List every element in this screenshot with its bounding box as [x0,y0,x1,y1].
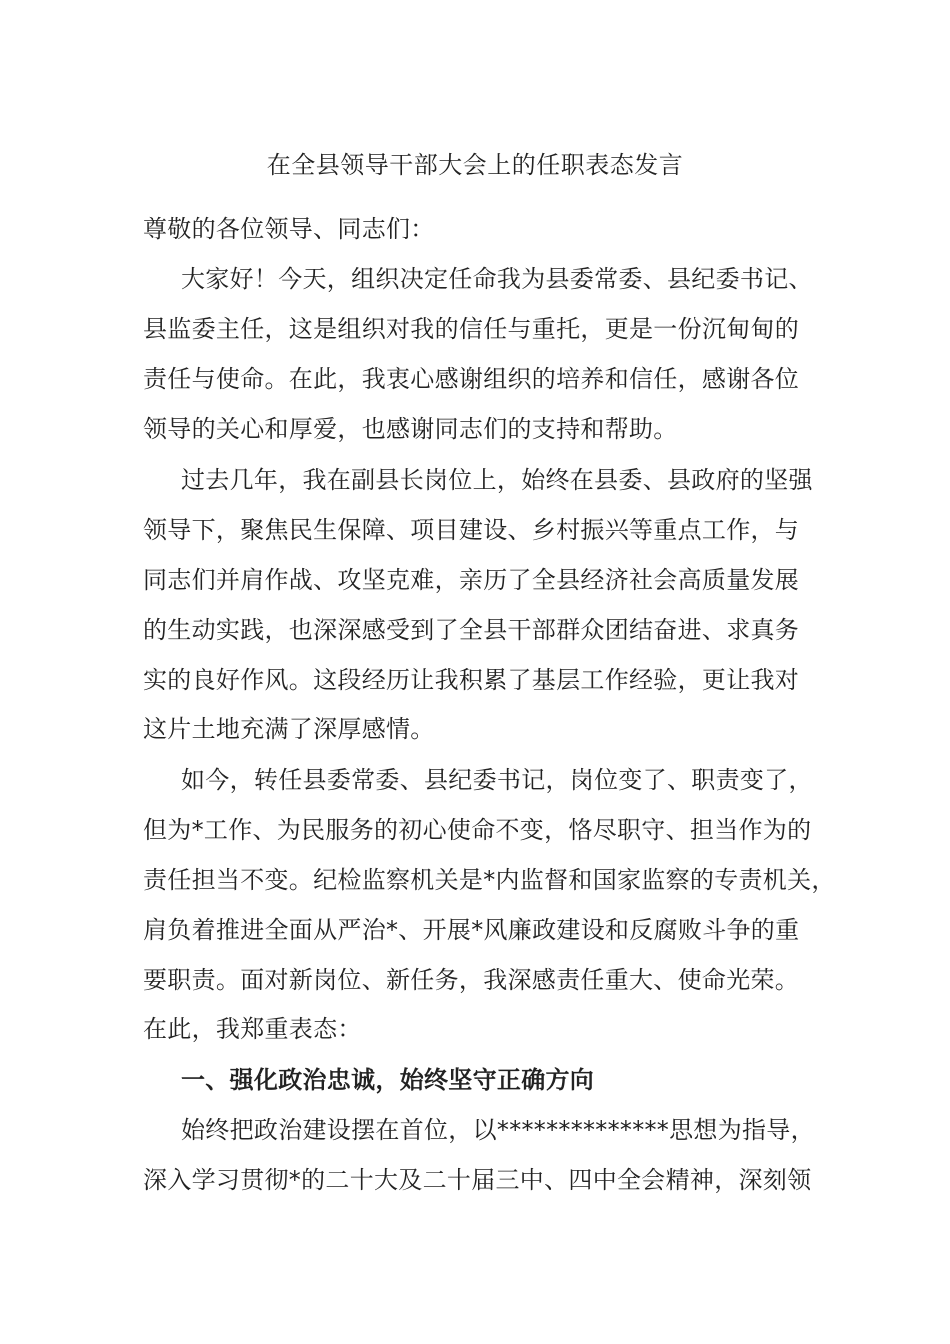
paragraph-line: 的生动实践，也深深感受到了全县干部群众团结奋进、求真务 [143,616,800,644]
paragraph-line: 如今，转任县委常委、县纪委书记，岗位变了、职责变了， [181,766,813,794]
paragraph-line: 在此，我郑重表态： [143,1015,362,1043]
paragraph-line: 要职责。面对新岗位、新任务，我深感责任重大、使命光荣。 [143,966,800,994]
salutation: 尊敬的各位领导、同志们： [143,215,435,243]
section-heading: 一、强化政治忠诚，始终坚守正确方向 [181,1066,595,1094]
paragraph-line: 实的良好作风。这段经历让我积累了基层工作经验，更让我对 [143,666,800,694]
paragraph-line: 深入学习贯彻*的二十大及二十届三中、四中全会精神，深刻领 [143,1166,812,1194]
paragraph-line: 同志们并肩作战、攻坚克难，亲历了全县经济社会高质量发展 [143,566,800,594]
paragraph-line: 这片土地充满了深厚感情。 [143,715,435,743]
paragraph-line: 过去几年，我在副县长岗位上，始终在县委、县政府的坚强 [181,466,813,494]
paragraph-line: 领导下，聚焦民生保障、项目建设、乡村振兴等重点工作，与 [143,516,800,544]
paragraph-line: 责任与使命。在此，我衷心感谢组织的培养和信任，感谢各位 [143,365,800,393]
paragraph-line: 肩负着推进全面从严治*、开展*风廉政建设和反腐败斗争的重 [143,916,800,944]
paragraph-line: 责任担当不变。纪检监察机关是*内监督和国家监察的专责机关， [143,866,836,894]
paragraph-line: 县监委主任，这是组织对我的信任与重托，更是一份沉甸甸的 [143,315,800,343]
paragraph-line: 但为*工作、为民服务的初心使命不变，恪尽职守、担当作为的 [143,816,812,844]
paragraph-line: 大家好！今天，组织决定任命我为县委常委、县纪委书记、 [181,265,813,293]
paragraph-line: 领导的关心和厚爱，也感谢同志们的支持和帮助。 [143,415,678,443]
paragraph-line: 始终把政治建设摆在首位，以**************思想为指导， [181,1116,815,1144]
document-title: 在全县领导干部大会上的任职表态发言 [266,151,684,179]
